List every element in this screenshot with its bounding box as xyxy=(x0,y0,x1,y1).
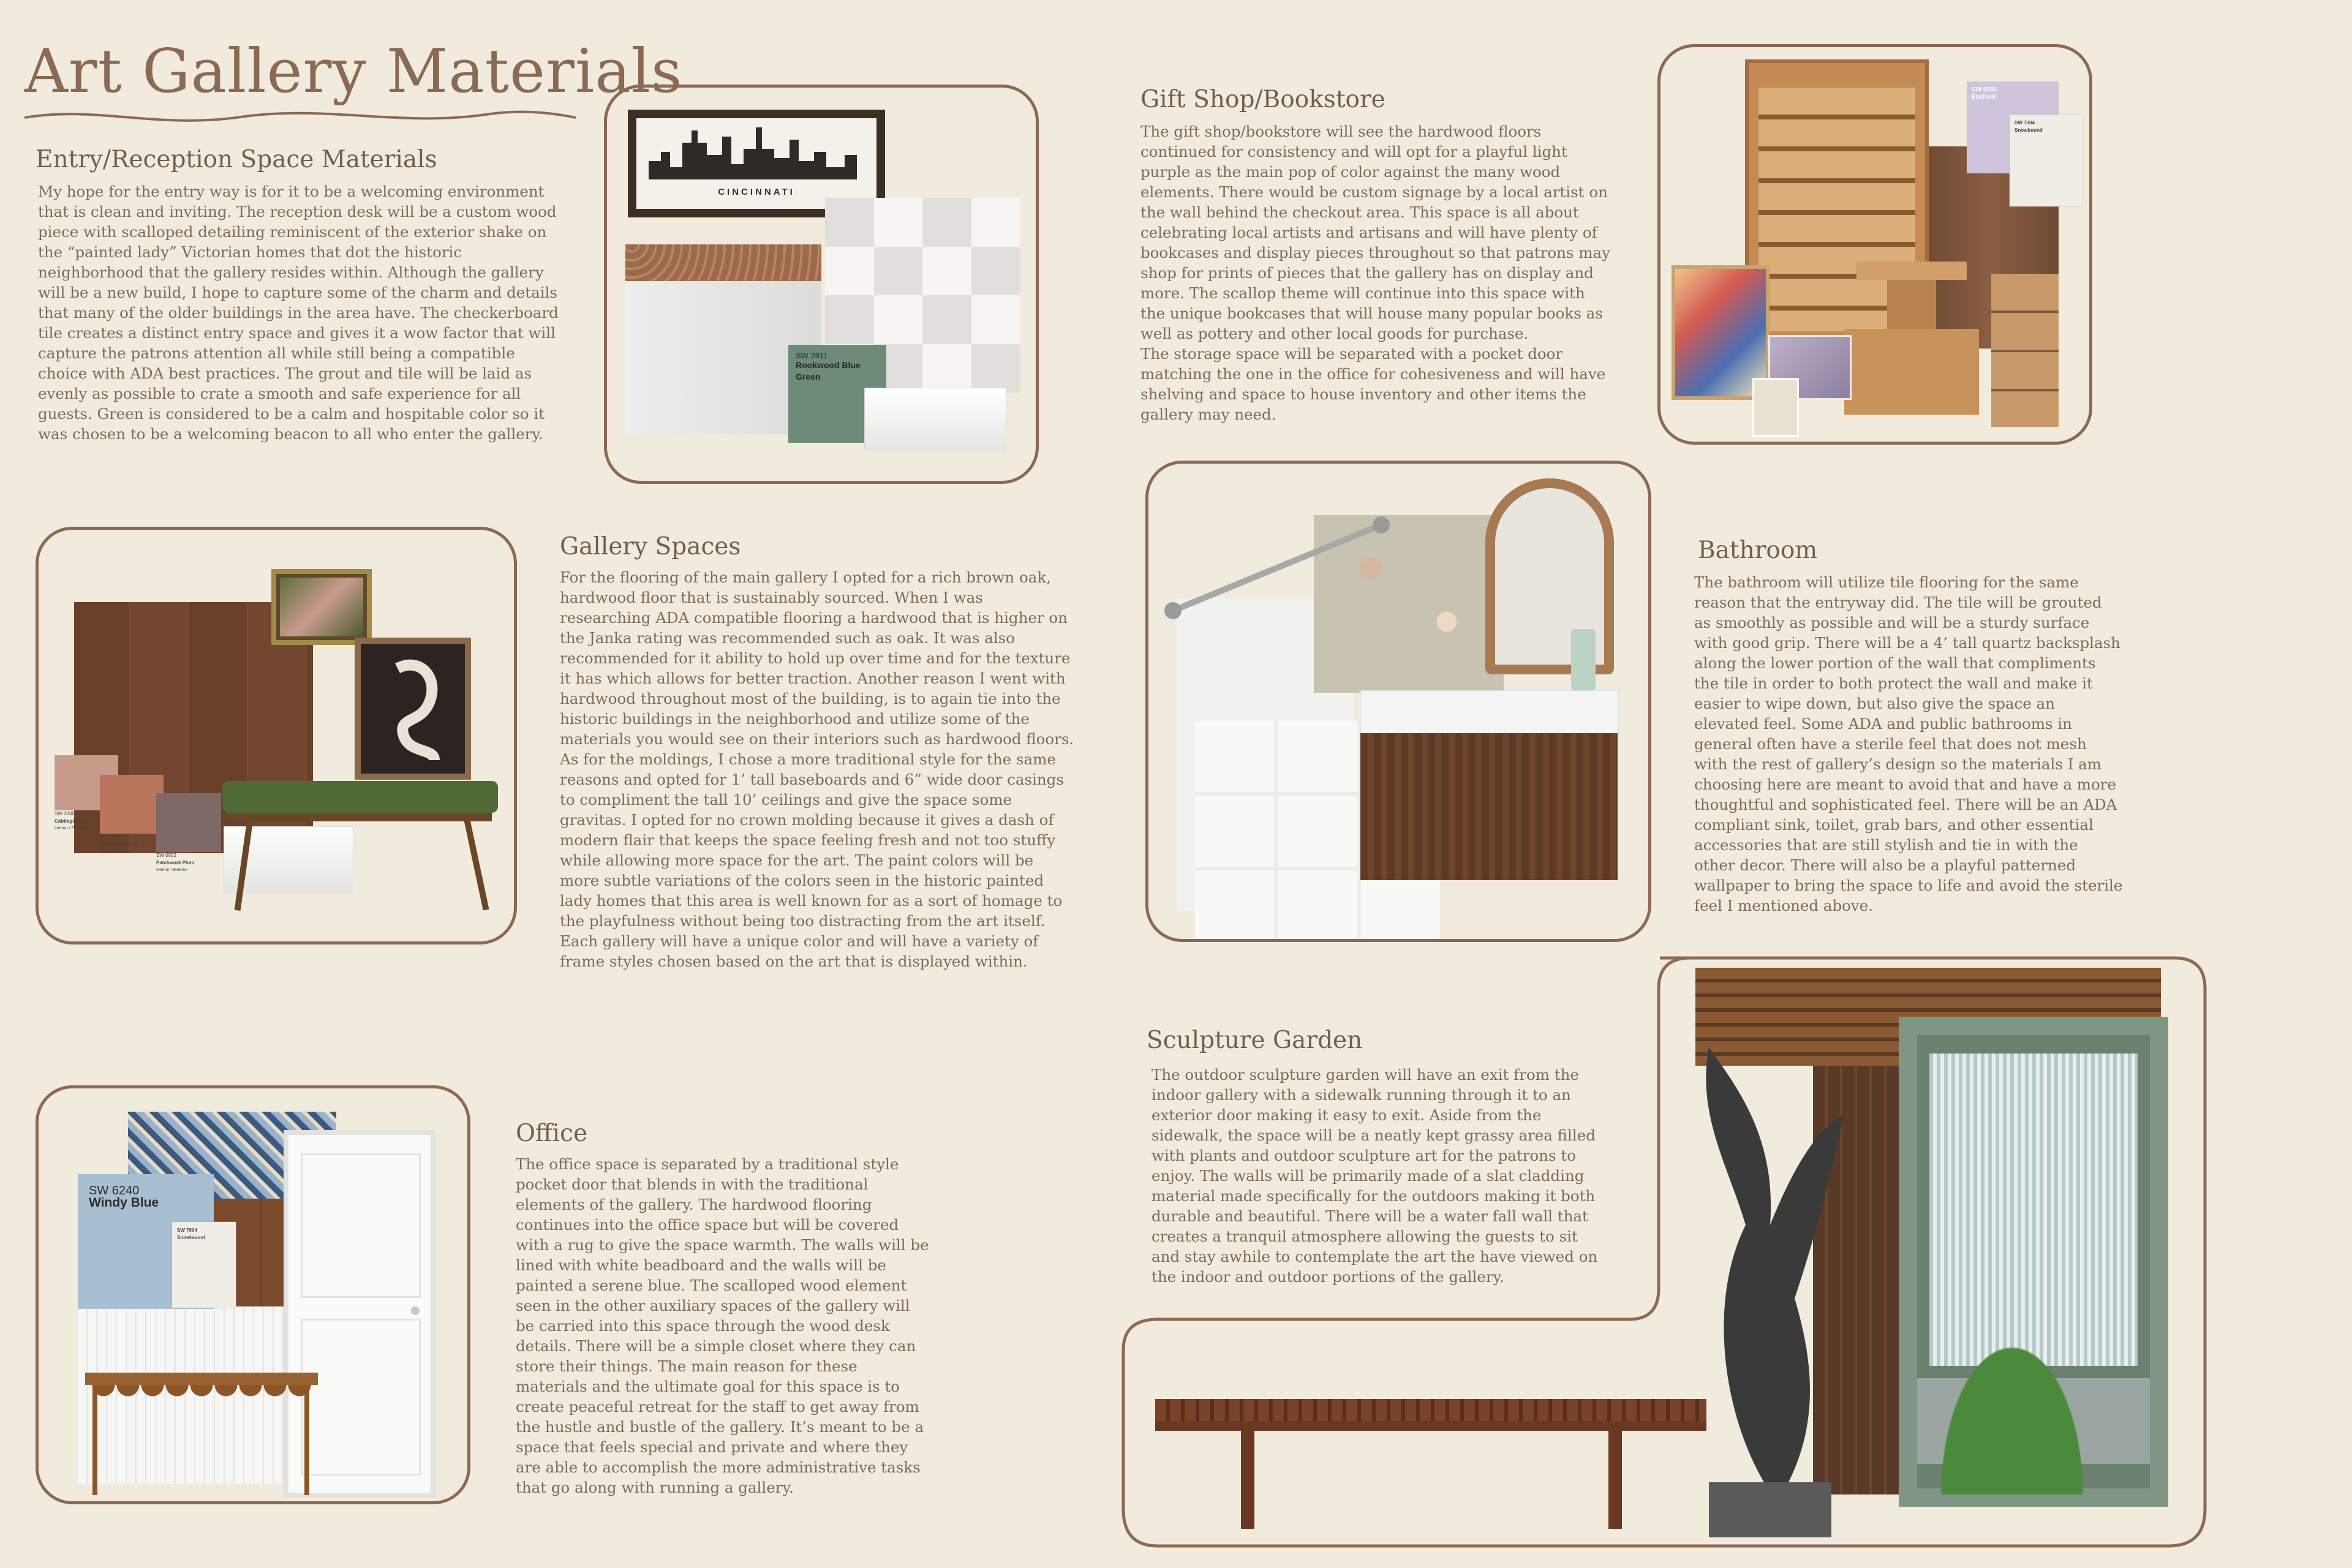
swatch-code: SW 0000 xyxy=(55,811,75,816)
gift-shop-body: The gift shop/bookstore will see the hardwood floors continued for consistency and will opt for a playful light purple as the main pop of color against the many wood elements. There would be custom signage by a local artist on the wall behind the checkout area. This space is all about celebrating local artists and artisans and will have plenty of bookcases and display pieces throughout so that patrons may shop for prints of pieces that the gallery has on display and more. The scallop theme will continue into this space with the unique bookcases that will house many popular books as well as pottery and other local goods for purchase. The storage space will be separated with a pocket door matching the one in the office for cohesiveness and will have shelving and space to house inventory and other items the gallery may need. xyxy=(1140,123,1610,423)
page-title: Art Gallery Materials xyxy=(24,37,683,107)
swatch-sub: Interior / Exterior xyxy=(156,868,188,872)
swatch-sub: Interior / Exterior xyxy=(100,850,132,854)
gallery-materials-board xyxy=(36,527,517,944)
swatch-code: SW 7004 xyxy=(2015,120,2035,126)
office-materials-board xyxy=(36,1085,470,1504)
title-underline xyxy=(24,105,576,130)
swatch-name: Patchwork Plum xyxy=(156,860,195,865)
swatch-name: Decorous Amber xyxy=(100,842,140,847)
sculpture-heading: Sculpture Garden xyxy=(1147,1027,1363,1054)
skyline-icon xyxy=(636,118,876,186)
gift-shop-materials-board xyxy=(1657,44,2092,445)
office-heading: Office xyxy=(516,1120,588,1147)
green-velvet-bench xyxy=(222,781,498,916)
swatch-code: SW 0002 xyxy=(156,853,176,858)
framed-painting-baby xyxy=(271,569,372,645)
bathroom-heading: Bathroom xyxy=(1698,537,1818,564)
gallery-heading: Gallery Spaces xyxy=(560,533,741,560)
swatch-name: Windy Blue xyxy=(89,1196,159,1210)
scalloped-wood-panel xyxy=(625,244,821,281)
office-body: The office space is separated by a traditional style pocket door that blends in with the traditional elements of the gallery. The hardwood flooring continues into the office space but will be covered with a rug to give the space warmth. The walls will be lined with white beadboard and the walls will be painted a serene blue. The scalloped wood element seen in the other auxiliary spaces of the gallery will be carried into this space through the wood desk details. There will be a simple closet where they can store their things. The main reason for these materials and the ultimate goal for this space is to create peaceful retreat for the staff to get away from the hustle and bustle of the gallery. It’s meant to be a space that feels special and private and where they are able to accomplish the more administrative tasks that go along with running a gallery. xyxy=(516,1155,929,1496)
entry-materials-board xyxy=(604,85,1039,484)
swatch-name: Rookwood Blue Green xyxy=(796,360,861,382)
display-table xyxy=(1844,262,1979,415)
swatch-code: SW 2811 xyxy=(796,351,828,360)
swatch-code: SW 6240 xyxy=(89,1184,140,1197)
quartz-vanity-top xyxy=(1360,690,1619,734)
snowbound-swatch xyxy=(172,1222,236,1308)
plant-vase xyxy=(1571,629,1596,690)
snowbound-swatch xyxy=(2010,115,2082,206)
swatch-code: SW 0037 xyxy=(100,834,120,840)
fern-plants xyxy=(1929,1323,2095,1494)
artwork-caption: CINCINNATI xyxy=(718,187,795,197)
swatch-name: Snowbound xyxy=(177,1235,205,1240)
baseboard-molding xyxy=(864,388,1006,450)
framed-abstract-art xyxy=(355,638,471,780)
swatch-name: Cabbage Rose xyxy=(55,818,89,824)
swatch-code: SW 7004 xyxy=(177,1227,197,1233)
swatch-name: Snowbound xyxy=(2015,127,2043,133)
slatted-outdoor-bench xyxy=(1155,1399,1706,1534)
swatch-code: SW 6555 xyxy=(1972,86,1997,93)
scalloped-wood-desk xyxy=(85,1373,318,1501)
walnut-vanity xyxy=(1360,733,1618,880)
sculpture-body: The outdoor sculpture garden will have an exit from the indoor gallery with a sidewalk running through it to an exterior door making it easy to exit. Aside from the sidewalk, the space will be a neatly kept grassy area filled with plants and outdoor sculpture art for the patrons to enjoy. The walls will be primarily made of a slat cladding material made specifically for the outdoors making it both durable and beautiful. There will be a water fall wall that creates a tranquil atmosphere allowing the guests to sit and stay awhile to contemplate the art the have viewed on the indoor and outdoor portions of the gallery. xyxy=(1152,1066,1598,1286)
bathroom-materials-board xyxy=(1145,461,1651,942)
gallery-body: For the flooring of the main gallery I opted for a rich brown oak, hardwood floor that is sustainably sourced. When I was researching ADA compatible flooring a hardwood that is higher on the Janka rating was recommended such as oak. It was also recommended for it ability to hold up over time and for the texture it has which allows for better traction. Another reason I went with hardwood throughout most of the building, is to again tie into the historic buildings in the neighborhood and utilize some of the materials you would see on their interiors such as hardwood floors. As for the moldings, I chose a more traditional style for the same reasons and opted for 1’ tall baseboards and 6” wide door casings to compliment the tall 10’ ceilings and give the space some gravitas. I opted for no crown molding because it gives a dash of modern flair that keeps the space feeling fresh and not too stuffy while allowing more space for the art. The paint colors will be more subtle variations of the colors seen in the historic painted lady homes that this area is well known for as a sort of homage to the playfulness without being too distracting from the art itself. Each gallery will have a unique color and will have a variety of frame styles chosen based on the art that is displayed within. xyxy=(560,568,1074,970)
patchwork-plum-swatch xyxy=(156,793,224,885)
entry-body: My hope for the entry way is for it to be a welcoming environment that is clean and inviting. The reception desk will be a custom wood piece with scalloped detailing reminiscent of the exterior shake on the “painted lady” Victorian homes that dot the historic neighborhood that the gallery resides within. Although the gallery will be a new build, I hope to capture some of the charm and details that many of the older buildings in the area have. The checkerboard tile creates a distinct entry space and gives it a wow factor that will capture the patrons attention all while still being a compatible choice with ADA best practices. The grout and tile will be laid as evenly as possible to crate a smooth and safe experience for all guests. Green is considered to be a calm and hospitable color so it was chosen to be a welcoming beacon to all who enter the gallery. xyxy=(38,183,559,443)
swatch-sub: Interior / Exterior xyxy=(55,826,86,831)
card-display-rack xyxy=(1991,274,2059,427)
grab-bar-icon xyxy=(1161,513,1393,623)
bathroom-body: The bathroom will utilize tile flooring for the same reason that the entryway did. The tile will be grouted as smoothly as possible and will be a sturdy surface with good grip. There will be a 4’ tall quartz backsplash along the lower portion of the wall that compliments the tile in order to both protect the wall and make it easier to wipe down, but also give the space an elevated feel. Some ADA and public bathrooms in general often have a sterile feel that does not mesh with the rest of gallery’s design so the materials I am choosing here are meant to avoid that and have a more thoughtful and sophisticated feel. There will be an ADA compliant sink, toilet, grab bars, and other essential accessories that are still stylish and tie in with the other decor. There will also be a playful patterned wallpaper to bring the space to life and avoid the sterile feel I mentioned above. xyxy=(1694,573,2123,914)
art-card xyxy=(1752,378,1799,437)
gift-shop-heading: Gift Shop/Bookstore xyxy=(1140,86,1385,113)
entry-heading: Entry/Reception Space Materials xyxy=(36,146,437,173)
swatch-name: Enchant xyxy=(1972,94,1996,100)
